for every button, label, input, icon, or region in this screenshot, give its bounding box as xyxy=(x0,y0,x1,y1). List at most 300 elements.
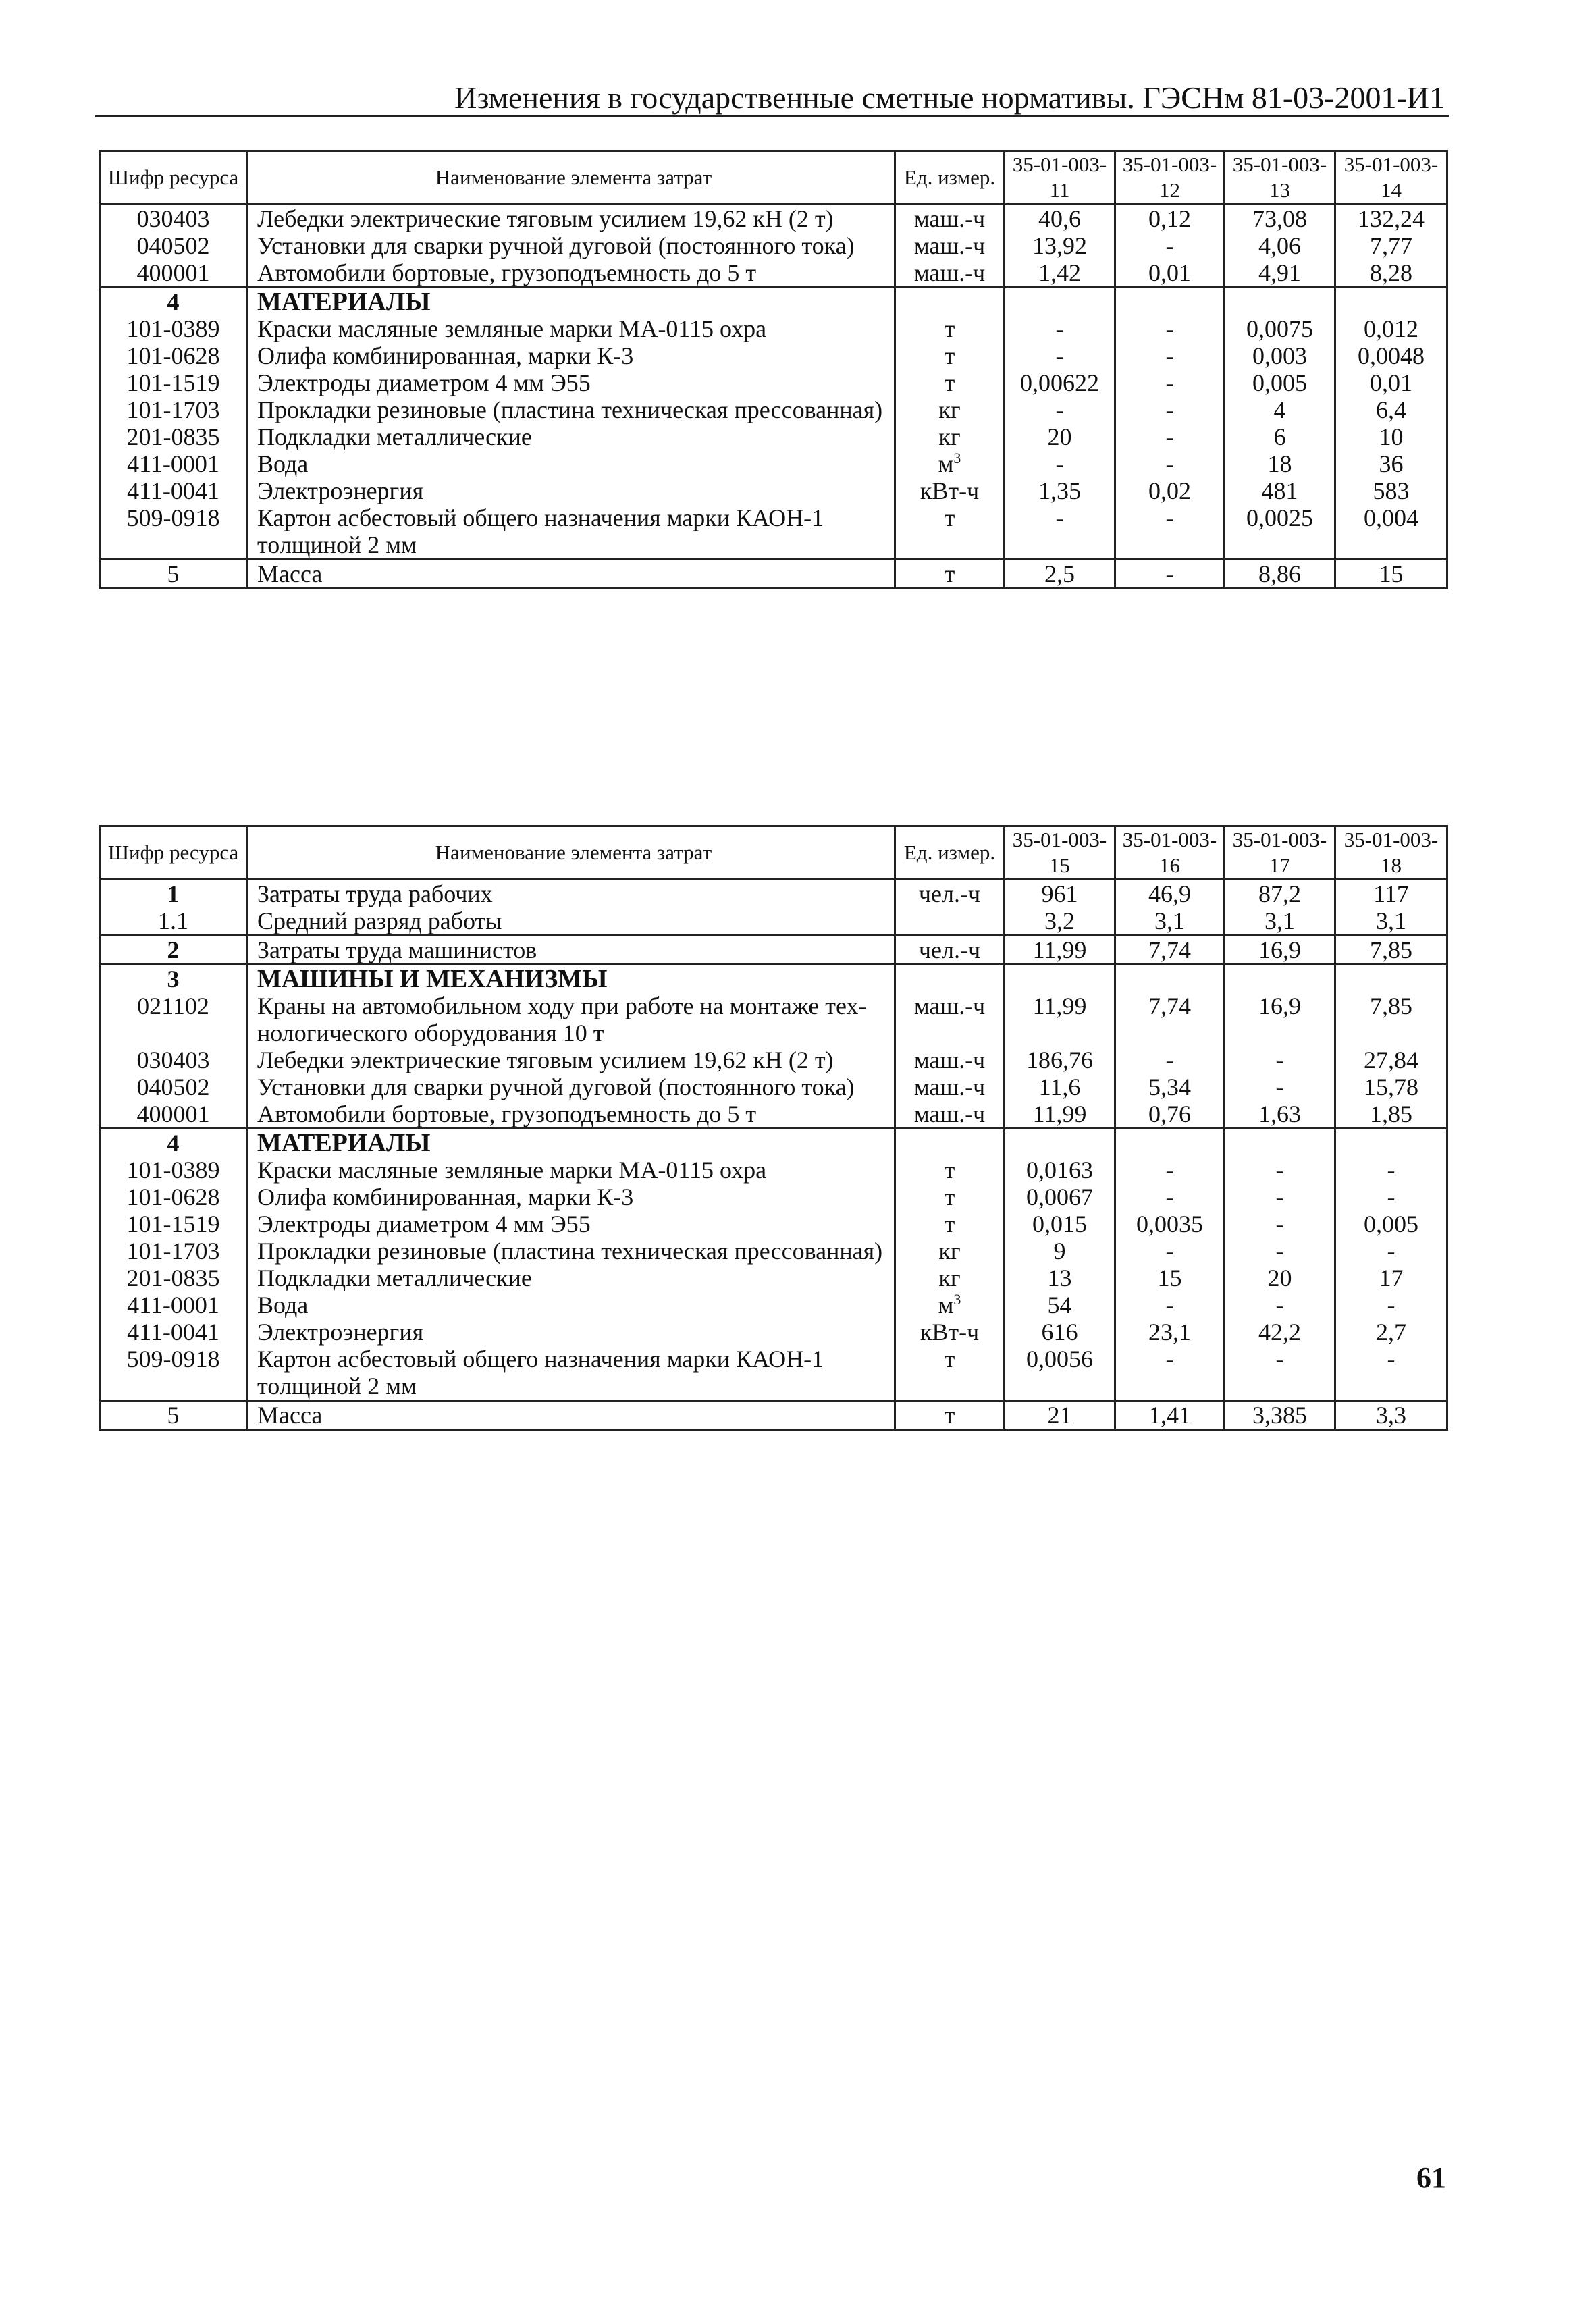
unit-of-measure: кВт-ч xyxy=(895,1319,1005,1346)
resource-name-text: Установки для сварки ручной дуговой (постоянного тока) xyxy=(257,1073,855,1100)
table-header-row xyxy=(100,151,1447,205)
norm-value: 4 xyxy=(1225,396,1335,423)
resource-name-text: Установки для сварки ручной дуговой (постоянного тока) xyxy=(257,232,855,259)
norm-value: 10 xyxy=(1335,423,1447,450)
resource-name xyxy=(247,1401,895,1430)
norm-value: - xyxy=(1225,1292,1335,1319)
unit-of-measure: чел.-ч xyxy=(895,936,1005,965)
norm-value: - xyxy=(1115,1292,1225,1319)
table-row xyxy=(100,880,1447,908)
unit-of-measure: т xyxy=(895,1401,1005,1430)
resource-code: 101-0389 xyxy=(100,1156,247,1184)
resource-name xyxy=(247,1292,895,1319)
norm-value: 15 xyxy=(1115,1265,1225,1292)
resource-code: 5 xyxy=(100,1401,247,1430)
table-row xyxy=(100,1046,1447,1073)
resource-code: 101-1703 xyxy=(100,1238,247,1265)
resource-name-text: Подкладки металлические xyxy=(257,423,532,450)
resource-name xyxy=(247,880,895,908)
norm-value: 0,003 xyxy=(1225,342,1335,369)
resource-name-text: МАТЕРИАЛЫ xyxy=(257,288,431,316)
header-divider xyxy=(95,115,1449,117)
table-header-row xyxy=(100,826,1447,880)
resource-name-text: Масса xyxy=(257,560,323,587)
resource-name-text: Автомобили бортовые, грузоподъемность до 5 т xyxy=(257,259,757,286)
unit-of-measure: кг xyxy=(895,1238,1005,1265)
norm-value: - xyxy=(1115,1156,1225,1184)
resource-name-text: Прокладки резиновые (пластина техническая прессованная) xyxy=(257,396,883,423)
resource-code: 101-0628 xyxy=(100,342,247,369)
unit-of-measure: маш.-ч xyxy=(895,1046,1005,1073)
norm-value: 7,85 xyxy=(1335,992,1447,1046)
resource-name-text: Краски масляные земляные марки МА-0115 охра xyxy=(257,1156,767,1184)
header-col: 35-01-003-13 xyxy=(1225,151,1335,205)
norm-value: 3,1 xyxy=(1335,907,1447,936)
unit-of-measure: т xyxy=(895,369,1005,396)
unit-of-measure xyxy=(895,907,1005,936)
table-row xyxy=(100,369,1447,396)
resource-code: 411-0001 xyxy=(100,1292,247,1319)
resource-code: 509-0918 xyxy=(100,1346,247,1401)
header-col: 35-01-003-15 xyxy=(1005,826,1115,880)
table-row xyxy=(100,1346,1447,1401)
norm-value: - xyxy=(1335,1292,1447,1319)
norm-value: 9 xyxy=(1005,1238,1115,1265)
resource-name-text: Электроды диаметром 4 мм Э55 xyxy=(257,369,591,396)
unit-of-measure: т xyxy=(895,315,1005,342)
header-code: Шифр ресурса xyxy=(100,826,247,880)
resource-code: 509-0918 xyxy=(100,504,247,560)
table-row xyxy=(100,1184,1447,1211)
norm-value: - xyxy=(1115,504,1225,560)
norm-value xyxy=(1005,965,1115,993)
unit-of-measure: кг xyxy=(895,1265,1005,1292)
norm-value: 11,99 xyxy=(1005,1100,1115,1129)
unit-of-measure: т xyxy=(895,1156,1005,1184)
resource-code: 040502 xyxy=(100,232,247,259)
norm-value: - xyxy=(1005,504,1115,560)
norm-value: 0,01 xyxy=(1335,369,1447,396)
norm-value: 0,0035 xyxy=(1115,1211,1225,1238)
header-col: 35-01-003-12 xyxy=(1115,151,1225,205)
norm-value: - xyxy=(1005,342,1115,369)
norm-value: 87,2 xyxy=(1225,880,1335,908)
resource-table-2 xyxy=(99,825,1448,1431)
resource-name xyxy=(247,1156,895,1184)
norm-value: 117 xyxy=(1335,880,1447,908)
norm-value: - xyxy=(1335,1156,1447,1184)
norm-value: - xyxy=(1225,1184,1335,1211)
resource-name-text: Краски масляные земляные марки МА-0115 охра xyxy=(257,315,767,342)
resource-code: 101-0389 xyxy=(100,315,247,342)
resource-name-text: Масса xyxy=(257,1402,323,1429)
table-row xyxy=(100,1129,1447,1157)
resource-code: 3 xyxy=(100,965,247,993)
norm-value: - xyxy=(1225,1156,1335,1184)
norm-value: 15,78 xyxy=(1335,1073,1447,1100)
table-row xyxy=(100,560,1447,589)
header-unit: Ед. измер. xyxy=(895,151,1005,205)
norm-value: - xyxy=(1115,1184,1225,1211)
norm-value: 1,41 xyxy=(1115,1401,1225,1430)
resource-name xyxy=(247,1100,895,1129)
unit-of-measure: маш.-ч xyxy=(895,1073,1005,1100)
norm-value: - xyxy=(1335,1184,1447,1211)
resource-name xyxy=(247,907,895,936)
header-code: Шифр ресурса xyxy=(100,151,247,205)
norm-value: - xyxy=(1005,450,1115,477)
norm-value: 20 xyxy=(1225,1265,1335,1292)
unit-of-measure: кг xyxy=(895,423,1005,450)
norm-value: 0,12 xyxy=(1115,205,1225,233)
table-row xyxy=(100,259,1447,288)
header-col: 35-01-003-18 xyxy=(1335,826,1447,880)
page-header-title: Изменения в государственные сметные нормативы. ГЭСНм 81-03-2001-И1 xyxy=(454,80,1445,115)
resource-code: 101-1519 xyxy=(100,369,247,396)
norm-value: 20 xyxy=(1005,423,1115,450)
unit-of-measure: т xyxy=(895,1346,1005,1401)
page-number: 61 xyxy=(1416,2161,1446,2194)
norm-value: - xyxy=(1115,232,1225,259)
resource-code: 101-1703 xyxy=(100,396,247,423)
norm-value: 11,99 xyxy=(1005,992,1115,1046)
norm-value xyxy=(1335,288,1447,316)
resource-name-text: МАТЕРИАЛЫ xyxy=(257,1129,431,1157)
norm-value: - xyxy=(1115,1346,1225,1401)
table-row xyxy=(100,1265,1447,1292)
resource-code: 411-0001 xyxy=(100,450,247,477)
norm-value: 8,86 xyxy=(1225,560,1335,589)
unit-of-measure xyxy=(895,1129,1005,1157)
header-col: 35-01-003-16 xyxy=(1115,826,1225,880)
norm-value: 0,0067 xyxy=(1005,1184,1115,1211)
norm-value: 7,74 xyxy=(1115,936,1225,965)
resource-name-continuation: нологического оборудования 10 т xyxy=(257,1019,604,1046)
table-row xyxy=(100,1401,1447,1430)
norm-value: - xyxy=(1005,396,1115,423)
table-row xyxy=(100,288,1447,316)
header-unit: Ед. измер. xyxy=(895,826,1005,880)
unit-of-measure: т xyxy=(895,1211,1005,1238)
norm-value: 0,005 xyxy=(1225,369,1335,396)
norm-value xyxy=(1005,1129,1115,1157)
unit-of-measure: кг xyxy=(895,396,1005,423)
unit-of-measure: маш.-ч xyxy=(895,205,1005,233)
norm-value: 0,0025 xyxy=(1225,504,1335,560)
norm-value: 0,012 xyxy=(1335,315,1447,342)
norm-value: 0,76 xyxy=(1115,1100,1225,1129)
resource-name xyxy=(247,1211,895,1238)
resource-name xyxy=(247,1265,895,1292)
resource-name xyxy=(247,1129,895,1157)
resource-name-text: Олифа комбинированная, марки К-3 xyxy=(257,1184,634,1211)
resource-name xyxy=(247,1184,895,1211)
norm-value: 17 xyxy=(1335,1265,1447,1292)
norm-value: 1,35 xyxy=(1005,477,1115,504)
table-row xyxy=(100,1073,1447,1100)
unit-of-measure xyxy=(895,288,1005,316)
norm-value: 583 xyxy=(1335,477,1447,504)
unit-of-measure: $м^3$ xyxy=(895,1292,1005,1319)
norm-value: 23,1 xyxy=(1115,1319,1225,1346)
resource-name-text: Прокладки резиновые (пластина техническая прессованная) xyxy=(257,1238,883,1265)
norm-value: 961 xyxy=(1005,880,1115,908)
table-row xyxy=(100,315,1447,342)
norm-value: 4,91 xyxy=(1225,259,1335,288)
norm-value: 0,0163 xyxy=(1005,1156,1115,1184)
resource-code: 101-1519 xyxy=(100,1211,247,1238)
resource-code: 1.1 xyxy=(100,907,247,936)
resource-name xyxy=(247,965,895,993)
table-row xyxy=(100,205,1447,233)
resource-name xyxy=(247,288,895,316)
norm-value: 2,5 xyxy=(1005,560,1115,589)
norm-value: - xyxy=(1225,1346,1335,1401)
resource-code: 400001 xyxy=(100,1100,247,1129)
norm-value: - xyxy=(1115,315,1225,342)
norm-value: 73,08 xyxy=(1225,205,1335,233)
resource-name-text: МАШИНЫ И МЕХАНИЗМЫ xyxy=(257,965,608,993)
table-row xyxy=(100,423,1447,450)
norm-value: 3,385 xyxy=(1225,1401,1335,1430)
unit-of-measure: т xyxy=(895,504,1005,560)
table-row xyxy=(100,1156,1447,1184)
resource-name xyxy=(247,1073,895,1100)
norm-value: 16,9 xyxy=(1225,992,1335,1046)
resource-name-text: Краны на автомобильном ходу при работе на монтаже тех- xyxy=(257,992,867,1019)
resource-name xyxy=(247,504,895,560)
unit-of-measure: маш.-ч xyxy=(895,992,1005,1046)
table-row xyxy=(100,965,1447,993)
unit-of-measure: кВт-ч xyxy=(895,477,1005,504)
header-name: Наименование элемента затрат xyxy=(247,151,895,205)
table-row xyxy=(100,1319,1447,1346)
table-row xyxy=(100,342,1447,369)
norm-value xyxy=(1115,288,1225,316)
resource-code: 411-0041 xyxy=(100,1319,247,1346)
resource-name-text: Картон асбестовый общего назначения марки КАОН-1 xyxy=(257,504,824,531)
resource-name xyxy=(247,1346,895,1401)
resource-name xyxy=(247,315,895,342)
resource-name-text: Электроэнергия xyxy=(257,1319,424,1346)
unit-of-measure xyxy=(895,965,1005,993)
norm-value: 3,3 xyxy=(1335,1401,1447,1430)
table-row xyxy=(100,450,1447,477)
resource-name xyxy=(247,1238,895,1265)
resource-name xyxy=(247,205,895,233)
norm-value: 15 xyxy=(1335,560,1447,589)
norm-value: 16,9 xyxy=(1225,936,1335,965)
norm-value: - xyxy=(1005,315,1115,342)
resource-name xyxy=(247,232,895,259)
norm-value: 1,63 xyxy=(1225,1100,1335,1129)
resource-name-text: Подкладки металлические xyxy=(257,1265,532,1292)
norm-value: - xyxy=(1115,450,1225,477)
norm-value: - xyxy=(1225,1211,1335,1238)
resource-code: 040502 xyxy=(100,1073,247,1100)
norm-value: 5,34 xyxy=(1115,1073,1225,1100)
resource-table-1 xyxy=(99,150,1448,589)
resource-name xyxy=(247,1046,895,1073)
unit-of-measure: чел.-ч xyxy=(895,880,1005,908)
norm-value xyxy=(1115,965,1225,993)
table-row xyxy=(100,232,1447,259)
resource-name-continuation: толщиной 2 мм xyxy=(257,531,417,558)
norm-value: 0,00622 xyxy=(1005,369,1115,396)
norm-value: 0,004 xyxy=(1335,504,1447,560)
resource-code: 4 xyxy=(100,288,247,316)
norm-value: 3,2 xyxy=(1005,907,1115,936)
resource-name-text: Олифа комбинированная, марки К-3 xyxy=(257,342,634,369)
table-row xyxy=(100,396,1447,423)
resource-name-text: Лебедки электрические тяговым усилием 19,62 кН (2 т) xyxy=(257,205,834,232)
resource-code: 030403 xyxy=(100,205,247,233)
norm-value: 13 xyxy=(1005,1265,1115,1292)
norm-value: - xyxy=(1115,369,1225,396)
norm-value: - xyxy=(1115,1238,1225,1265)
norm-value: 46,9 xyxy=(1115,880,1225,908)
norm-value: 6 xyxy=(1225,423,1335,450)
norm-value: 0,01 xyxy=(1115,259,1225,288)
resource-name xyxy=(247,450,895,477)
resource-name xyxy=(247,992,895,1046)
norm-value: 3,1 xyxy=(1225,907,1335,936)
norm-value: 40,6 xyxy=(1005,205,1115,233)
table-row xyxy=(100,1238,1447,1265)
norm-value: 481 xyxy=(1225,477,1335,504)
resource-code: 411-0041 xyxy=(100,477,247,504)
resource-code: 5 xyxy=(100,560,247,589)
norm-value: 0,005 xyxy=(1335,1211,1447,1238)
norm-value: 11,99 xyxy=(1005,936,1115,965)
norm-value: - xyxy=(1225,1046,1335,1073)
resource-name-text: Вода xyxy=(257,450,309,477)
norm-value: 186,76 xyxy=(1005,1046,1115,1073)
resource-name-text: Картон асбестовый общего назначения марки КАОН-1 xyxy=(257,1346,824,1373)
resource-name-text: Затраты труда рабочих xyxy=(257,880,493,907)
norm-value: 8,28 xyxy=(1335,259,1447,288)
table-row xyxy=(100,1211,1447,1238)
norm-value: 7,85 xyxy=(1335,936,1447,965)
header-col: 35-01-003-17 xyxy=(1225,826,1335,880)
resource-name xyxy=(247,423,895,450)
unit-of-measure: т xyxy=(895,560,1005,589)
norm-value xyxy=(1005,288,1115,316)
resource-name xyxy=(247,477,895,504)
unit-of-measure: маш.-ч xyxy=(895,232,1005,259)
norm-value: - xyxy=(1225,1238,1335,1265)
unit-of-measure: т xyxy=(895,1184,1005,1211)
resource-name-text: Автомобили бортовые, грузоподъемность до 5 т xyxy=(257,1100,757,1127)
resource-code: 201-0835 xyxy=(100,1265,247,1292)
resource-name xyxy=(247,1319,895,1346)
norm-value: 7,77 xyxy=(1335,232,1447,259)
header-col: 35-01-003-11 xyxy=(1005,151,1115,205)
resource-name xyxy=(247,259,895,288)
resource-name-text: Затраты труда машинистов xyxy=(257,936,537,963)
resource-name-continuation: толщиной 2 мм xyxy=(257,1373,417,1400)
resource-code: 201-0835 xyxy=(100,423,247,450)
unit-of-measure: т xyxy=(895,342,1005,369)
norm-value: 6,4 xyxy=(1335,396,1447,423)
unit-of-measure: маш.-ч xyxy=(895,259,1005,288)
norm-value xyxy=(1225,288,1335,316)
resource-name xyxy=(247,560,895,589)
resource-name-text: Вода xyxy=(257,1292,309,1319)
resource-name-text: Электроэнергия xyxy=(257,477,424,504)
resource-code: 101-0628 xyxy=(100,1184,247,1211)
norm-value: - xyxy=(1115,396,1225,423)
norm-value: 0,0075 xyxy=(1225,315,1335,342)
resource-name xyxy=(247,396,895,423)
resource-code: 030403 xyxy=(100,1046,247,1073)
norm-value: 0,0048 xyxy=(1335,342,1447,369)
table-row xyxy=(100,504,1447,560)
unit-of-measure: $м^3$ xyxy=(895,450,1005,477)
norm-value: 42,2 xyxy=(1225,1319,1335,1346)
norm-value: - xyxy=(1335,1346,1447,1401)
norm-value xyxy=(1115,1129,1225,1157)
header-name: Наименование элемента затрат xyxy=(247,826,895,880)
table-row xyxy=(100,992,1447,1046)
norm-value: - xyxy=(1225,1073,1335,1100)
norm-value: 0,015 xyxy=(1005,1211,1115,1238)
norm-value: 27,84 xyxy=(1335,1046,1447,1073)
resource-code: 2 xyxy=(100,936,247,965)
resource-code: 021102 xyxy=(100,992,247,1046)
resource-name-text: Лебедки электрические тяговым усилием 19,62 кН (2 т) xyxy=(257,1046,834,1073)
unit-of-measure: маш.-ч xyxy=(895,1100,1005,1129)
norm-value: 11,6 xyxy=(1005,1073,1115,1100)
norm-value: - xyxy=(1115,1046,1225,1073)
norm-value: 616 xyxy=(1005,1319,1115,1346)
table-row xyxy=(100,907,1447,936)
norm-value xyxy=(1225,965,1335,993)
table-row xyxy=(100,477,1447,504)
norm-value xyxy=(1335,965,1447,993)
resource-name xyxy=(247,342,895,369)
norm-value: - xyxy=(1115,423,1225,450)
norm-value: - xyxy=(1335,1238,1447,1265)
header-col: 35-01-003-14 xyxy=(1335,151,1447,205)
resource-code: 1 xyxy=(100,880,247,908)
norm-value: 3,1 xyxy=(1115,907,1225,936)
norm-value: 0,02 xyxy=(1115,477,1225,504)
resource-name-text: Средний разряд работы xyxy=(257,907,502,934)
resource-name xyxy=(247,369,895,396)
norm-value: 18 xyxy=(1225,450,1335,477)
table-row xyxy=(100,1292,1447,1319)
norm-value: 2,7 xyxy=(1335,1319,1447,1346)
norm-value: 1,42 xyxy=(1005,259,1115,288)
resource-name xyxy=(247,936,895,965)
norm-value: 54 xyxy=(1005,1292,1115,1319)
norm-value xyxy=(1225,1129,1335,1157)
norm-value: 21 xyxy=(1005,1401,1115,1430)
norm-value: 7,74 xyxy=(1115,992,1225,1046)
norm-value: 13,92 xyxy=(1005,232,1115,259)
norm-value xyxy=(1335,1129,1447,1157)
resource-code: 400001 xyxy=(100,259,247,288)
resource-name-text: Электроды диаметром 4 мм Э55 xyxy=(257,1211,591,1238)
table-row xyxy=(100,936,1447,965)
norm-value: 4,06 xyxy=(1225,232,1335,259)
norm-value: 132,24 xyxy=(1335,205,1447,233)
table-row xyxy=(100,1100,1447,1129)
norm-value: 1,85 xyxy=(1335,1100,1447,1129)
norm-value: 0,0056 xyxy=(1005,1346,1115,1401)
norm-value: - xyxy=(1115,560,1225,589)
